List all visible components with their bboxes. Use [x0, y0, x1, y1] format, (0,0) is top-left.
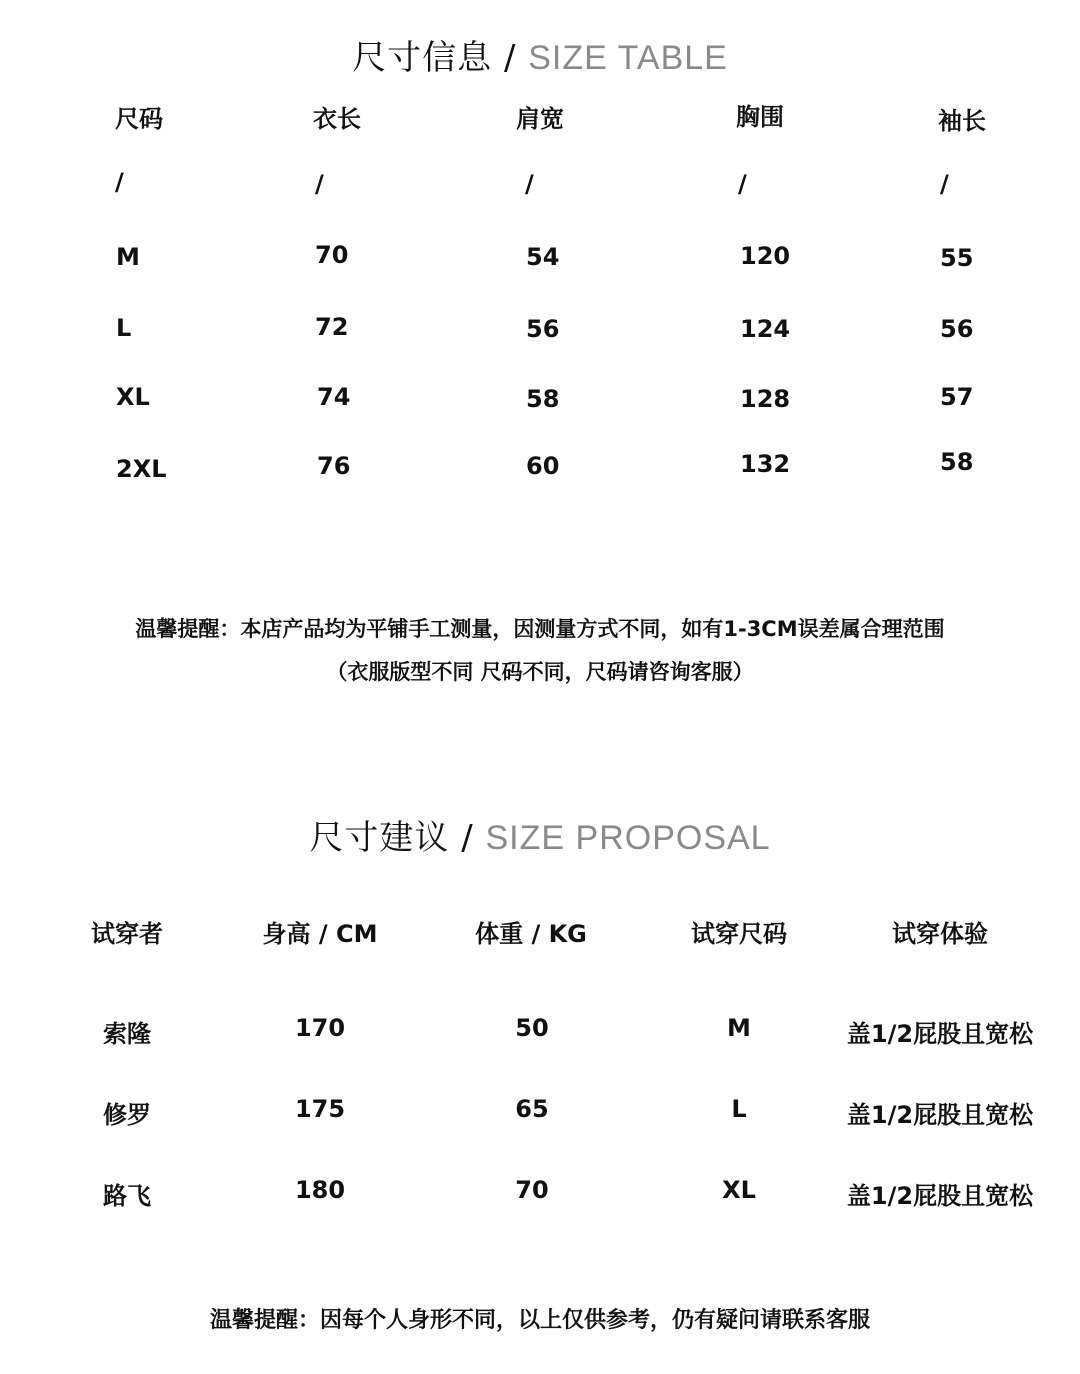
- size-proposal-note: 温馨提醒：因每个人身形不同，以上仅供参考，仍有疑问请联系客服: [209, 1308, 870, 1333]
- proposal-cell: 索隆: [103, 1020, 151, 1048]
- proposal-cell: 180: [294, 1176, 346, 1204]
- size-table-cell: 120: [740, 242, 791, 270]
- size-table-cell: 56: [940, 315, 974, 343]
- proposal-cell: 65: [515, 1095, 549, 1123]
- size-proposal-title: [0, 810, 1080, 859]
- size-table-cell: 56: [526, 315, 560, 343]
- size-table-cell: 132: [740, 450, 791, 478]
- proposal-header-experience: 试穿体验: [892, 920, 988, 948]
- size-table-cell: /: [738, 170, 747, 198]
- size-table-title: [0, 30, 1080, 79]
- size-table-header-shoulder: 肩宽: [516, 105, 564, 133]
- size-table-cell: 60: [526, 452, 560, 480]
- size-table-title-en: SIZE TABLE: [528, 39, 728, 77]
- proposal-cell: 盖1/2屁股且宽松: [846, 1020, 1034, 1048]
- size-table-cell: /: [940, 170, 949, 198]
- size-table-cell: /: [525, 170, 534, 198]
- size-proposal-title-en: SIZE PROPOSAL: [485, 819, 771, 857]
- size-proposal-title-separator: /: [461, 818, 474, 858]
- proposal-cell: 50: [515, 1014, 549, 1042]
- proposal-cell: 70: [515, 1176, 549, 1204]
- size-table-cell: 2XL: [116, 455, 167, 483]
- size-table-title-separator: /: [503, 38, 517, 78]
- proposal-cell: 175: [294, 1095, 346, 1123]
- size-table-note-line1: 温馨提醒：本店产品均为平铺手工测量，因测量方式不同，如有1-3CM误差属合理范围: [135, 617, 945, 641]
- size-table-header-size: 尺码: [115, 105, 163, 133]
- proposal-header-tester: 试穿者: [91, 920, 163, 948]
- size-table-note-line2: （衣服版型不同 尺码不同，尺码请咨询客服）: [326, 660, 754, 684]
- size-table-cell: XL: [116, 383, 150, 411]
- size-table-cell: 128: [740, 385, 791, 413]
- size-table-header-length: 衣长: [313, 105, 361, 133]
- size-proposal-title-cn: 尺寸建议: [309, 818, 450, 858]
- size-table-cell: 70: [315, 241, 349, 269]
- proposal-header-size: 试穿尺码: [691, 920, 787, 948]
- proposal-cell: L: [731, 1095, 747, 1123]
- size-table-cell: 76: [317, 452, 351, 480]
- proposal-header-weight: 体重 / KG: [475, 920, 587, 948]
- proposal-cell: 盖1/2屁股且宽松: [846, 1182, 1034, 1210]
- proposal-cell: 盖1/2屁股且宽松: [846, 1101, 1034, 1129]
- size-table-cell: 58: [526, 385, 560, 413]
- proposal-cell: XL: [722, 1176, 756, 1204]
- size-table-cell: /: [315, 170, 324, 198]
- size-table-cell: 124: [740, 315, 791, 343]
- proposal-header-height: 身高 / CM: [262, 920, 378, 948]
- proposal-cell: M: [727, 1014, 751, 1042]
- size-table-header-sleeve: 袖长: [938, 107, 986, 135]
- proposal-cell: 路飞: [103, 1182, 151, 1210]
- size-table-header-chest: 胸围: [736, 103, 784, 131]
- size-table-cell: 57: [940, 383, 974, 411]
- size-table-cell: 72: [315, 313, 349, 341]
- proposal-cell: 170: [294, 1014, 346, 1042]
- size-table-cell: M: [116, 243, 140, 271]
- size-table-cell: L: [116, 314, 132, 342]
- size-table-title-cn: 尺寸信息: [352, 38, 493, 78]
- size-table-cell: 55: [940, 244, 974, 272]
- size-table-cell: /: [115, 168, 124, 196]
- proposal-cell: 修罗: [103, 1101, 151, 1129]
- size-table-cell: 54: [526, 243, 560, 271]
- size-table-cell: 58: [940, 448, 974, 476]
- size-table-cell: 74: [317, 383, 351, 411]
